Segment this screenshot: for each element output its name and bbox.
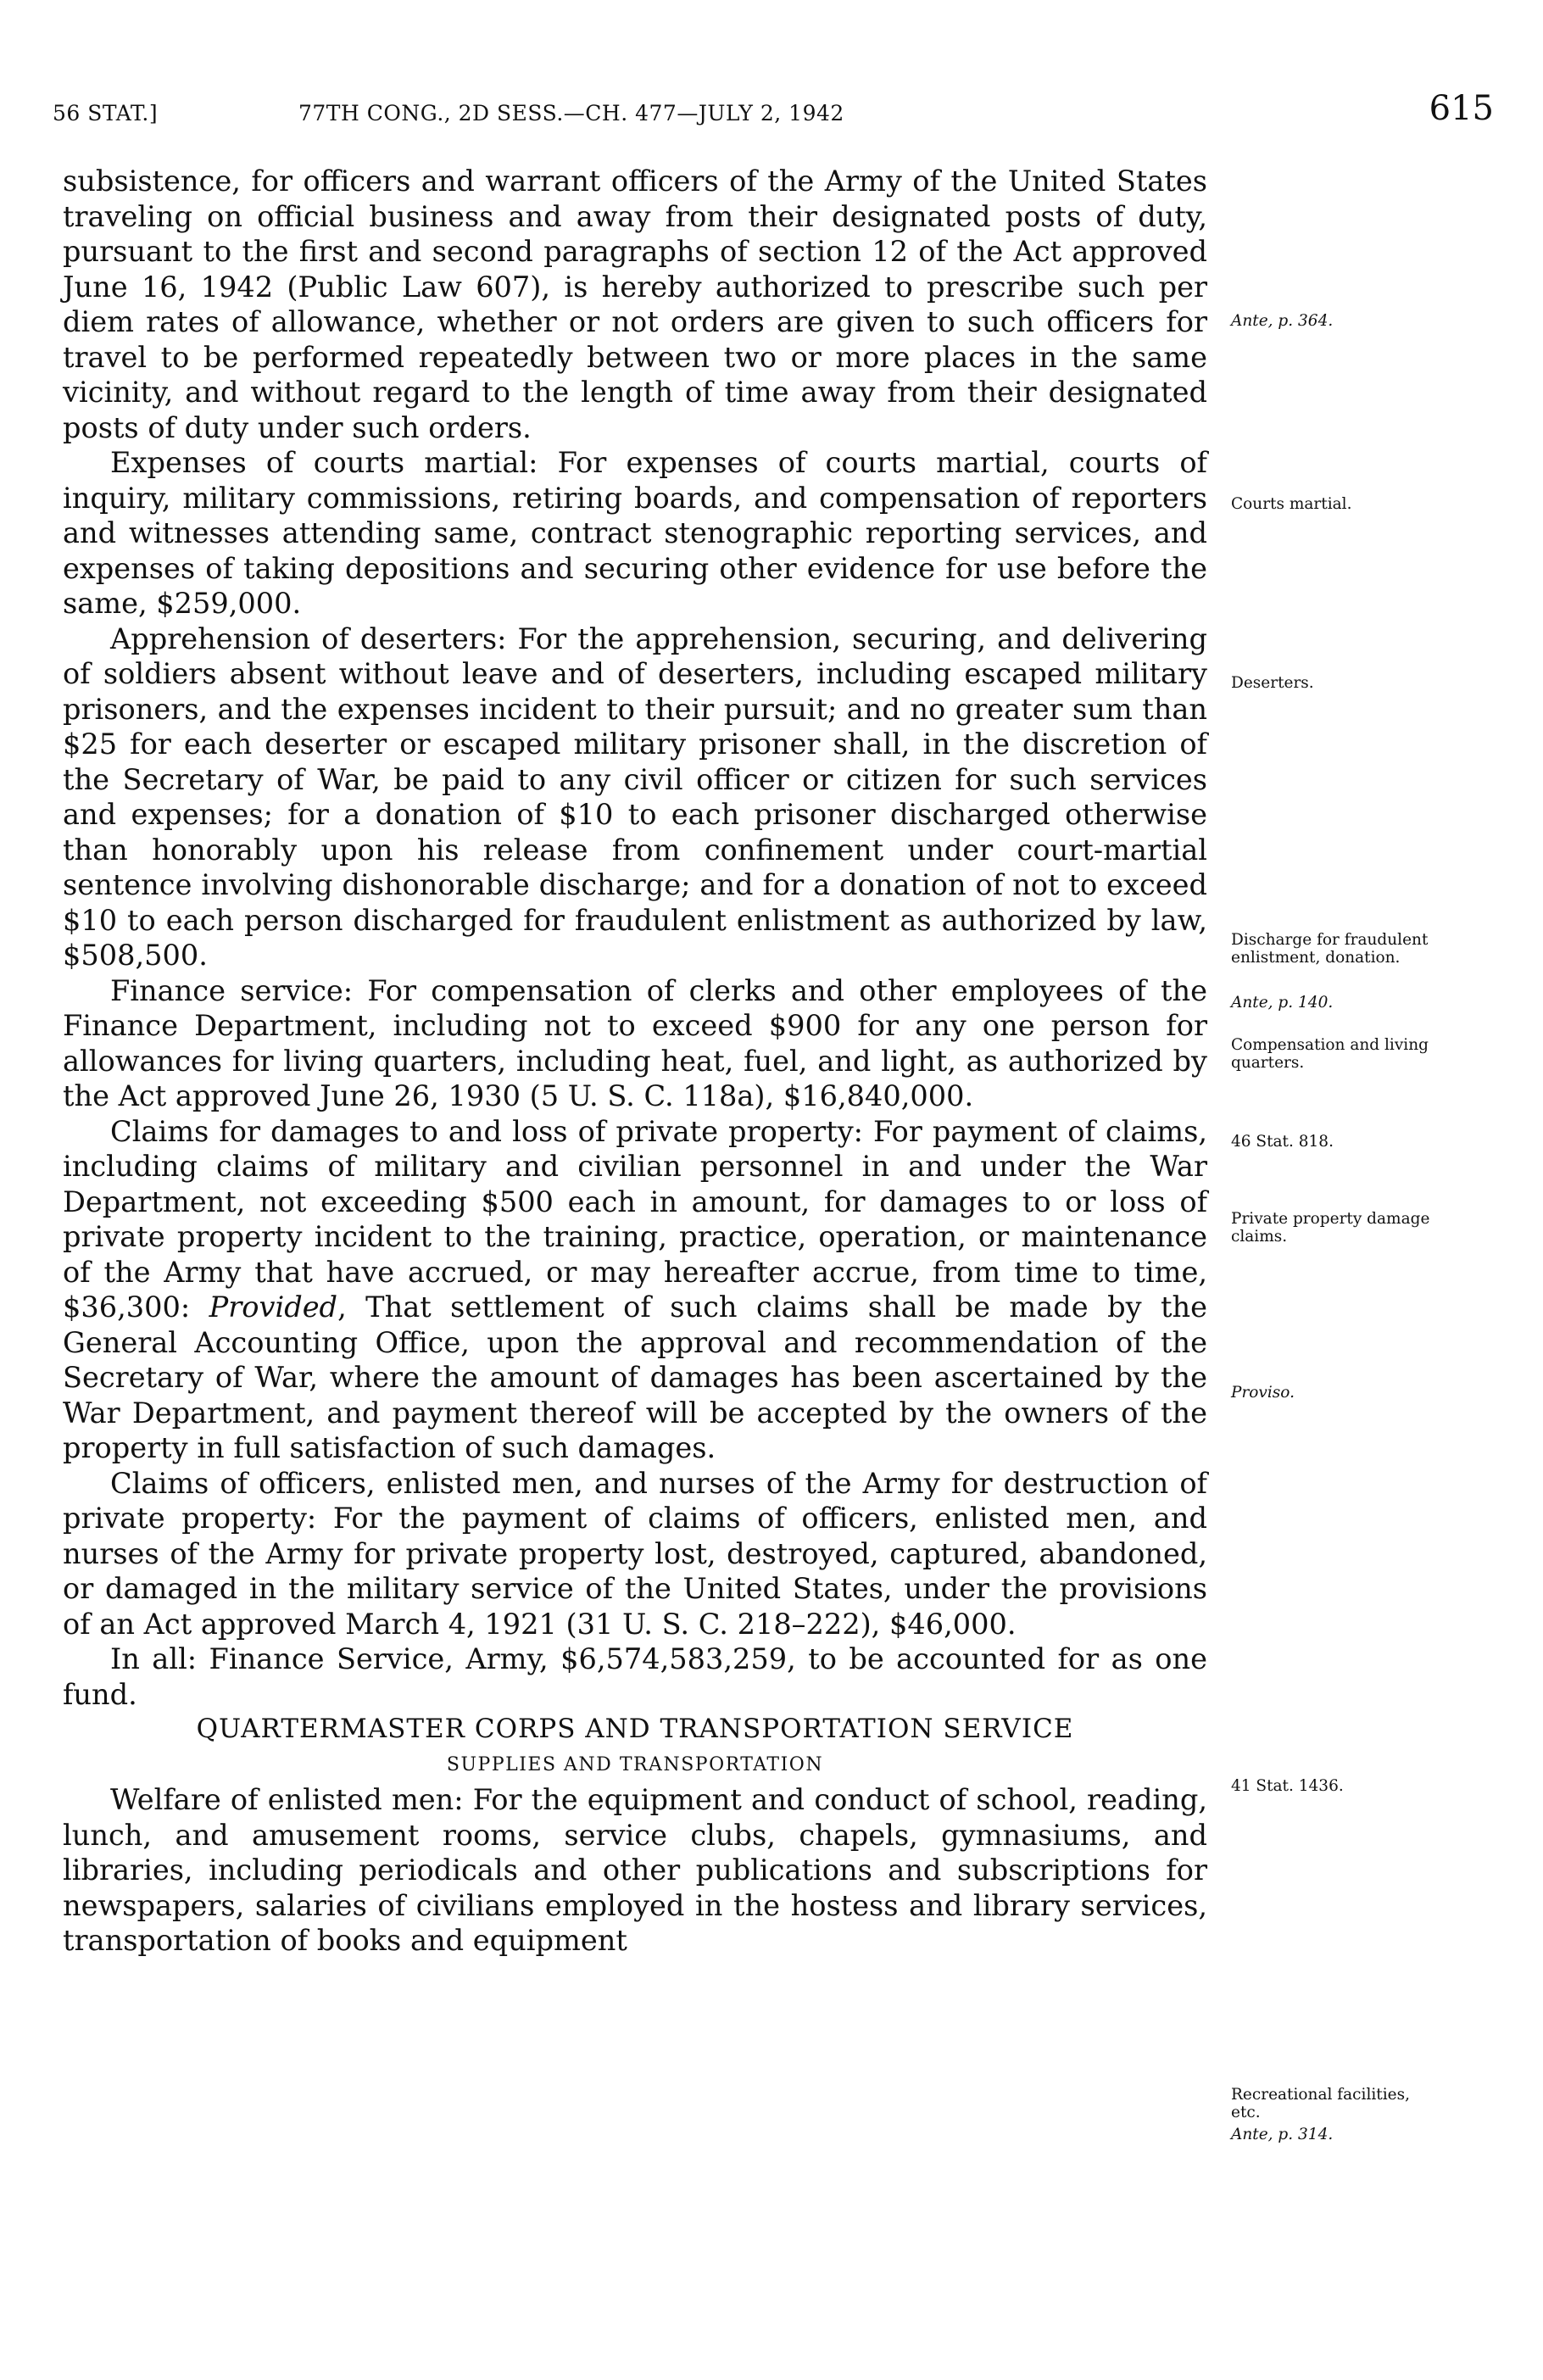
margin-note-private-property: Private property damage claims.	[1231, 1210, 1430, 1246]
margin-note-courts-martial: Courts martial.	[1231, 495, 1352, 513]
margin-note-recreational: Recreational facilities, etc.	[1231, 2086, 1410, 2121]
margin-note-discharge: Discharge for fraudulent enlistment, donation.	[1231, 931, 1429, 967]
margin-note-stat-818: 46 Stat. 818.	[1231, 1133, 1334, 1151]
margin-note-ante-364: Ante, p. 364.	[1231, 312, 1334, 330]
margin-note-ante-140: Ante, p. 140.	[1231, 994, 1334, 1012]
margin-note-stat-1436: 41 Stat. 1436.	[1231, 1777, 1344, 1795]
paragraph-private-property-claims: Claims for damages to and loss of private property: For payment of claims, including claims of military and civilian personnel in and under the War Department, not exceeding $500 each in amount, for damages to or loss of private property incident to the training, practice, operation, or maintenance of the Army that have accrued, or may hereafter accrue, from time to time, $36,300: Provided, That settlement of such claims shall be made by the General Accounting Office, upon the approval and recommendation of the Secretary of War, where the amount of damages has been ascertained by the War Department, and payment thereof will be accepted by the owners of the property in full satisfaction of such damages.	[63, 1114, 1208, 1464]
paragraph-in-all: In all: Finance Service, Army, $6,574,583,259, to be accounted for as one fund.	[63, 1642, 1207, 1711]
paragraph-subsistence: subsistence, for officers and warrant officers of the Army of the United States traveling on official business and away from their designated posts of duty, pursuant to the first and second paragraphs of section 12 of the Act approved June 16, 1942 (Public Law 607), is hereby authorized to prescribe such per diem rates of allowance, whether or not orders are given to such officers for travel to be performed repeatedly between two or more places in the same vicinity, and without regard to the length of time away from their designated posts of duty under such orders.	[63, 164, 1207, 444]
main-text	[63, 164, 1207, 1959]
session-line: 77TH CONG., 2D SESS.—CH. 477—JULY 2, 1942	[298, 101, 844, 125]
paragraph-officers-claims: Claims of officers, enlisted men, and nurses of the Army for destruction of private property: For the payment of claims of officers, enlisted men, and nurses of the Army for private property lost, destroyed, captured, abandoned, or damaged in the military service of the United States, under the provisions of an Act approved March 4, 1921 (31 U. S. C. 218–222), $46,000.	[63, 1466, 1207, 1641]
subsection-heading: SUPPLIES AND TRANSPORTATION	[446, 1753, 824, 1775]
page-header	[53, 89, 1494, 148]
paragraph-deserters: Apprehension of deserters: For the apprehension, securing, and delivering of soldiers absent without leave and of deserters, including escaped military prisoners, and the expenses incident to their pursuit; and no greater sum than $25 for each deserter or escaped military prisoner shall, in the discretion of the Secretary of War, be paid to any civil officer or citizen for such services and expenses; for a donation of $10 to each prisoner discharged otherwise than honorably upon his release from confinement under court-martial sentence involving dishonorable discharge; and for a donation of not to exceed $10 to each person discharged for fraudulent enlistment as authorized by law, $508,500.	[63, 621, 1207, 972]
paragraph-courts-martial: Expenses of courts martial: For expenses of courts martial, courts of inquiry, military commissions, retiring boards, and compensation of reporters and witnesses attending same, contract stenographic reporting services, and expenses of taking depositions and securing other evidence for use before the same, $259,000.	[63, 446, 1207, 620]
margin-note-proviso: Proviso.	[1231, 1384, 1295, 1402]
statute-reference: 56 STAT.]	[53, 101, 159, 125]
margin-note-ante-314: Ante, p. 314.	[1231, 2126, 1334, 2143]
paragraph-finance-service: Finance service: For compensation of clerks and other employees of the Finance Department, including not to exceed $900 for any one person for allowances for living quarters, including heat, fuel, and light, as authorized by the Act approved June 26, 1930 (5 U. S. C. 118a), $16,840,000.	[63, 973, 1207, 1112]
margin-note-deserters: Deserters.	[1231, 674, 1314, 692]
paragraph-welfare: Welfare of enlisted men: For the equipment and conduct of school, reading, lunch, and amusement rooms, service clubs, chapels, gymnasiums, and libraries, including periodicals and other publications and subscriptions for newspapers, salaries of civilians employed in the hostess and library services, transportation of books and equipment	[63, 1783, 1207, 1957]
section-heading: QUARTERMASTER CORPS AND TRANSPORTATION SERVICE	[196, 1714, 1074, 1744]
page-number: 615	[1429, 89, 1494, 128]
margin-note-compensation: Compensation and living quarters.	[1231, 1036, 1429, 1072]
